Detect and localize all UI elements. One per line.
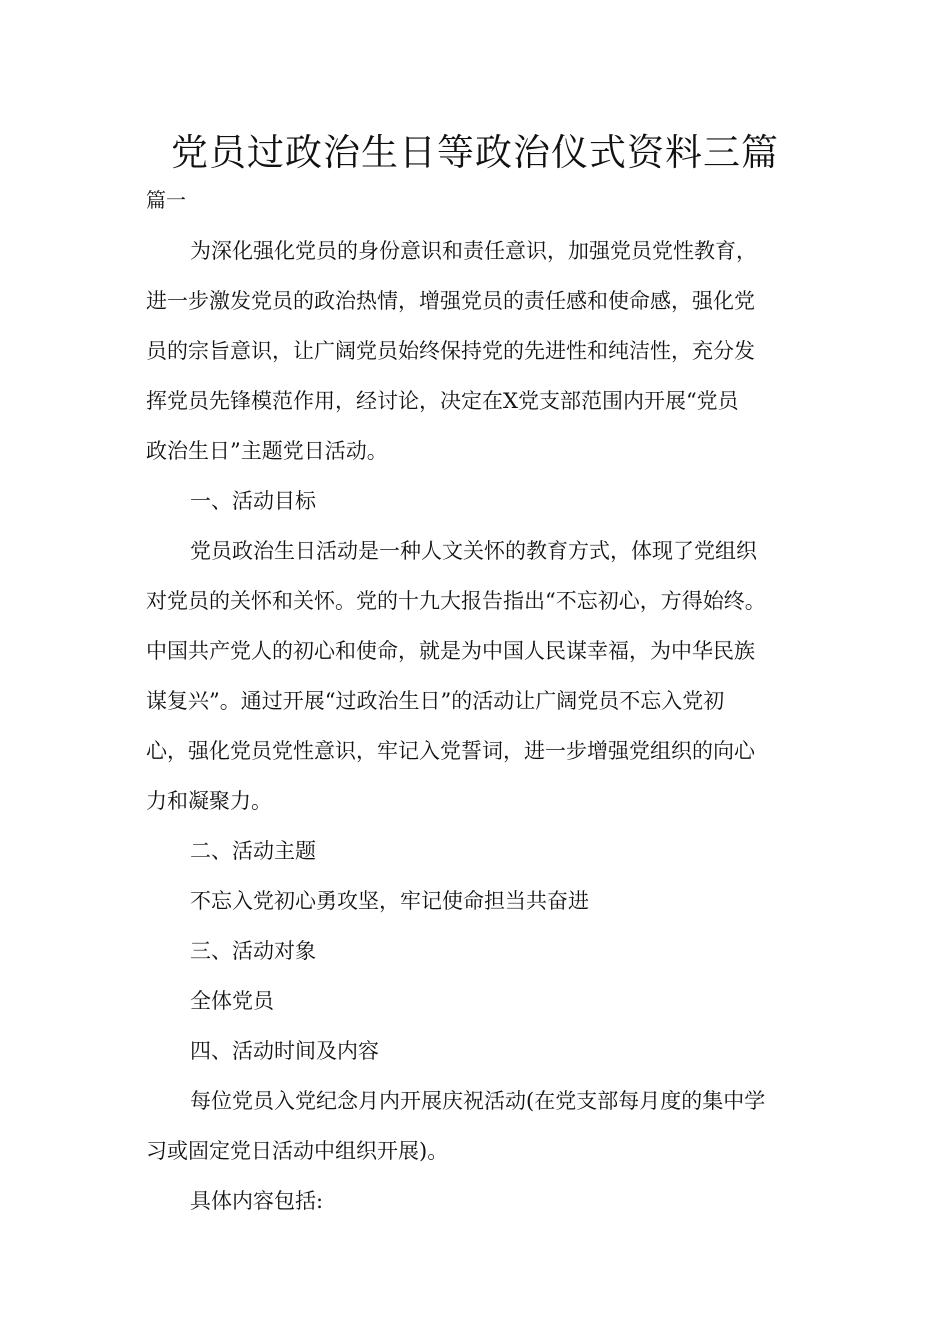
paragraph-line: 员的宗旨意识，让广阔党员始终保持党的先进性和纯洁性，充分发 [146, 339, 755, 363]
paragraph-line: 每位党员入党纪念月内开展庆祝活动(在党支部每月度的集中学 [190, 1089, 766, 1113]
paragraph-line: 党员政治生日活动是一种人文关怀的教育方式，体现了党组织 [190, 539, 757, 563]
paragraph-line: 力和凝聚力。 [146, 789, 272, 813]
paragraph-line: 具体内容包括: [190, 1189, 324, 1213]
section-label: 篇一 [146, 188, 186, 212]
theme-text: 不忘入党初心勇攻坚，牢记使命担当共奋进 [190, 889, 589, 913]
audience-text: 全体党员 [190, 989, 274, 1013]
heading-activity-time-content: 四、活动时间及内容 [190, 1039, 379, 1063]
heading-activity-theme: 二、活动主题 [190, 839, 316, 863]
paragraph-line: 进一步激发党员的政治热情，增强党员的责任感和使命感，强化党 [146, 289, 755, 313]
paragraph-line: 心，强化党员党性意识，牢记入党誓词，进一步增强党组织的向心 [146, 739, 755, 763]
paragraph-line: 挥党员先锋模范作用，经讨论，决定在X党支部范围内开展“党员 [146, 389, 739, 413]
document-title: 党员过政治生日等政治仪式资料三篇 [171, 131, 779, 174]
heading-activity-goal: 一、活动目标 [190, 489, 316, 513]
heading-activity-audience: 三、活动对象 [190, 939, 316, 963]
paragraph-line: 谋复兴”。通过开展“过政治生日”的活动让广阔党员不忘入党初 [146, 689, 725, 713]
paragraph-line: 中国共产党人的初心和使命，就是为中国人民谋幸福，为中华民族 [146, 639, 755, 663]
paragraph-line: 对党员的关怀和关怀。党的十九大报告指出“不忘初心，方得始终。 [146, 589, 766, 613]
document-body [146, 236, 826, 1236]
paragraph-line: 政治生日”主题党日活动。 [146, 439, 388, 463]
paragraph-line: 习或固定党日活动中组织开展)。 [146, 1139, 449, 1163]
paragraph-line: 为深化强化党员的身份意识和责任意识，加强党员党性教育， [190, 239, 757, 263]
